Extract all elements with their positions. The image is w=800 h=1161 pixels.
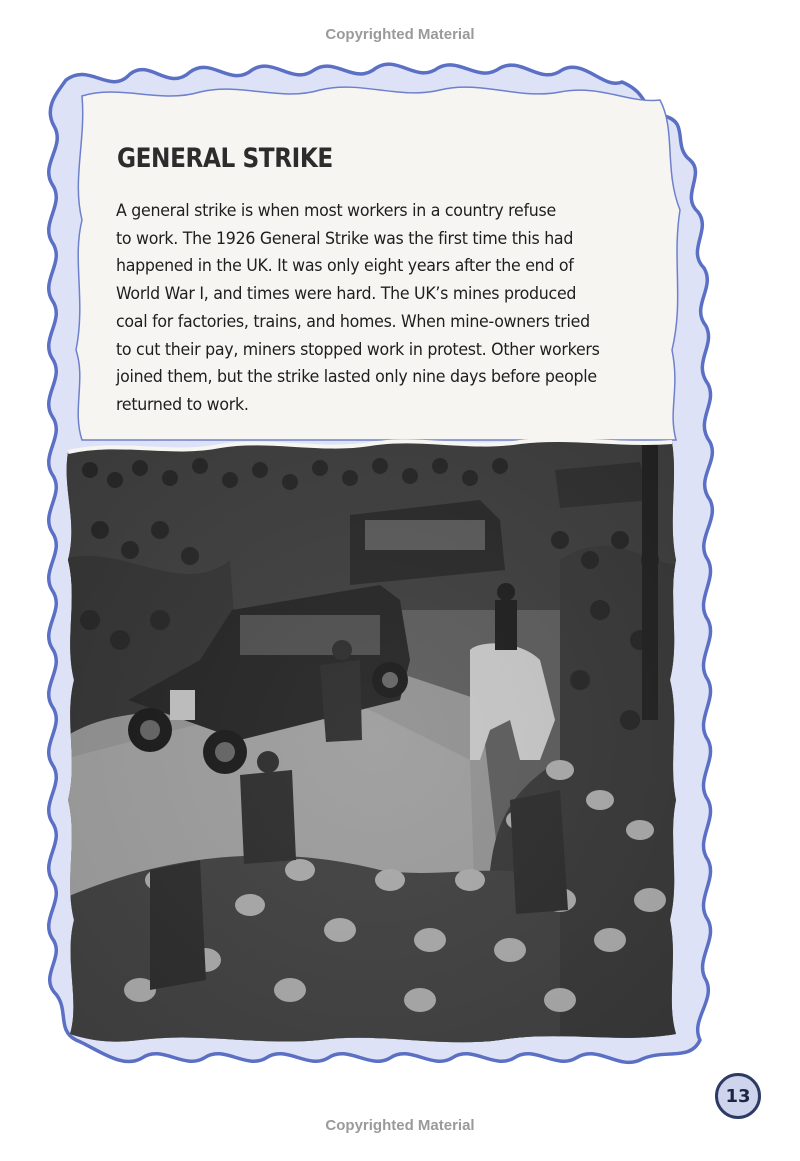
body-line: World War I, and times were hard. The UK’s mines produced	[116, 284, 577, 305]
body-line: returned to work.	[116, 394, 249, 415]
page-number-badge: 13	[715, 1073, 761, 1119]
body-line: A general strike is when most workers in a country refuse	[116, 201, 556, 221]
body-line: happened in the UK. It was only eight years after the end of	[116, 256, 574, 277]
body-line: joined them, but the strike lasted only nine days before people	[116, 367, 597, 388]
page-title: GENERAL STRIKE	[117, 143, 333, 174]
body-line: to work. The 1926 General Strike was the first time this had	[116, 228, 574, 249]
copyright-watermark-top: Copyrighted Material	[325, 26, 475, 43]
copyright-watermark-bottom: Copyrighted Material	[325, 1117, 475, 1134]
body-line: to cut their pay, miners stopped work in protest. Other workers	[116, 339, 600, 360]
body-line: coal for factories, trains, and homes. When mine-owners tried	[116, 311, 590, 332]
